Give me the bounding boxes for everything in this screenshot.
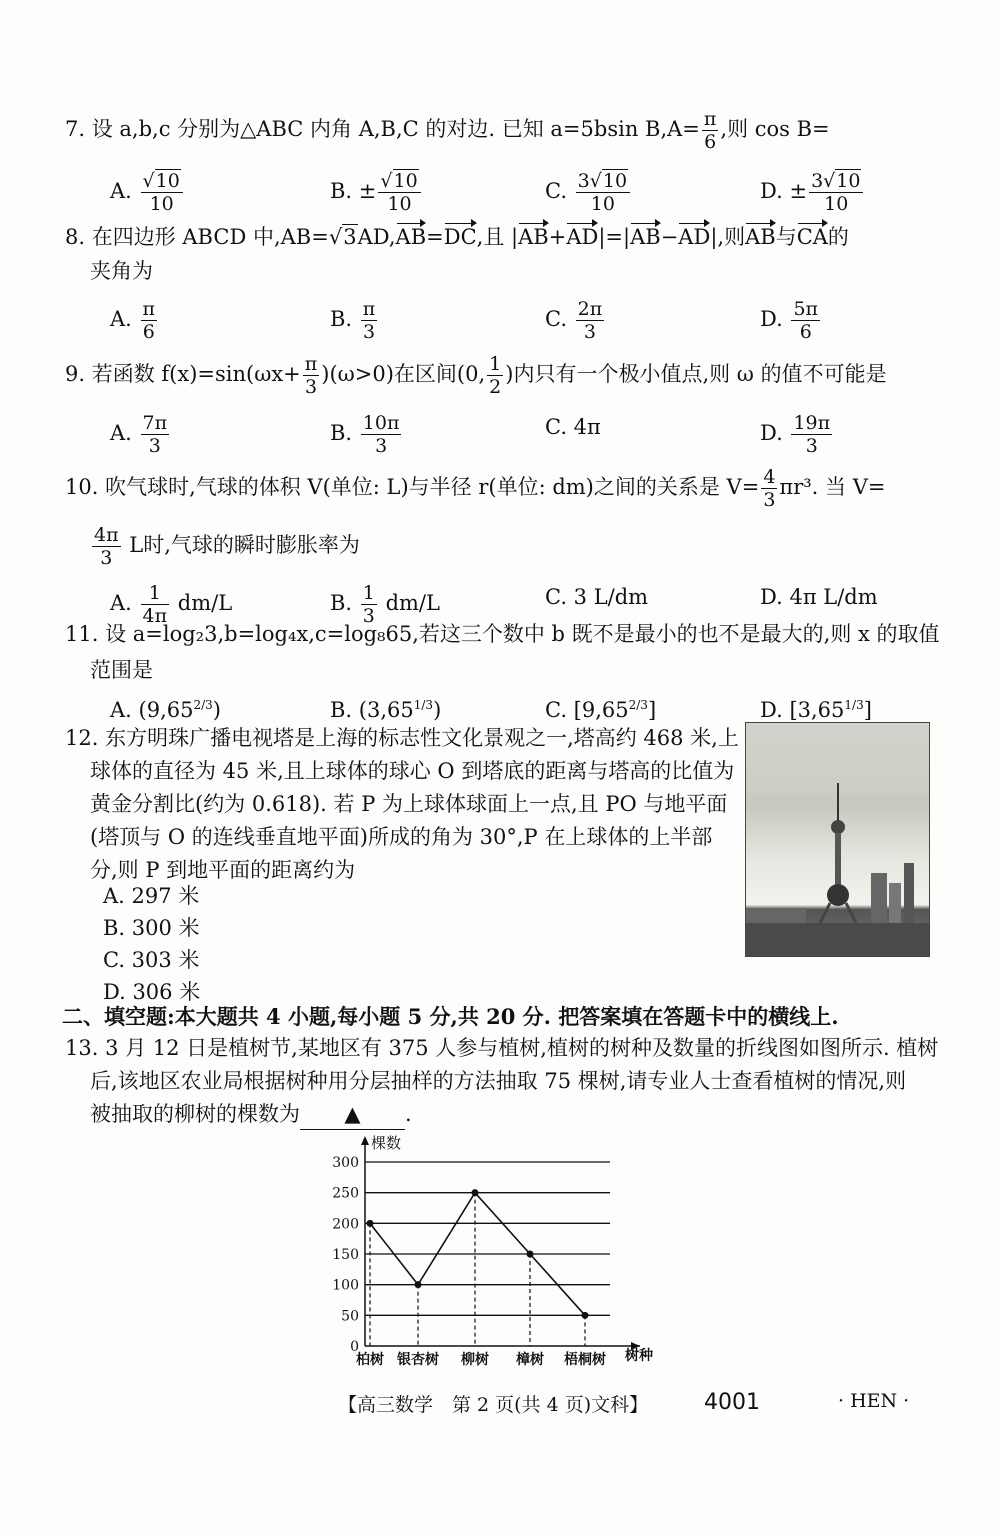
q7-stem-tail: ,则 cos B= (720, 117, 830, 141)
option-prefix: [9,65 (573, 698, 629, 722)
sqrt-value: 10 (602, 170, 628, 192)
data-point (367, 1220, 374, 1227)
y-tick-label: 200 (332, 1216, 359, 1233)
q8-text-5: |,则 (710, 225, 746, 249)
q9-text-1: 9. 若函数 f(x)=sin(ωx+ (65, 362, 301, 386)
option-label: A. (110, 179, 139, 203)
option-label: C. (545, 415, 574, 439)
answer-blank: ▲ (300, 1099, 405, 1130)
frac-num: 1 (141, 582, 170, 605)
q9-fraction-1 (303, 353, 320, 398)
option-b (330, 690, 441, 725)
q13-line: 被抽取的柳树的棵数为 ▲ . (90, 1099, 412, 1130)
chart-marks (367, 1189, 589, 1346)
option-label: B. (330, 179, 359, 203)
frac-den: 6 (704, 131, 717, 153)
option-c (545, 298, 606, 343)
q7-fraction (702, 108, 719, 153)
frac-den: 10 (149, 193, 174, 215)
vector-ab: AB (745, 222, 776, 252)
option-unit: dm/L (171, 591, 233, 615)
q9-text-2: )(ω>0)在区间(0, (321, 362, 486, 386)
frac-num: 1 (362, 582, 375, 604)
sqrt-value: 10 (836, 170, 861, 192)
option-prefix: (9,65 (138, 698, 194, 722)
x-axis-label: 树种 (625, 1348, 653, 1364)
q8-text-4: |=| (598, 225, 631, 249)
option-label: C. (545, 307, 574, 331)
plus: + (548, 225, 567, 249)
option-a (110, 298, 159, 343)
frac-den: 3 (763, 489, 776, 511)
q10-text-2: πr³. 当 V= (779, 475, 886, 499)
q12-option: C. 303 米 (103, 948, 200, 972)
vector-dc: DC (444, 222, 477, 252)
option-exponent: 2/3 (628, 698, 648, 712)
option-fraction (809, 170, 863, 215)
frac-den: 3 (363, 321, 376, 343)
frac-den: 10 (824, 193, 849, 215)
option-fraction (141, 170, 183, 215)
option-label: B. (330, 421, 359, 445)
option-b (330, 412, 403, 457)
option-c (545, 412, 601, 442)
y-tick-label: 150 (332, 1247, 359, 1263)
frac-num: 3√10 (809, 170, 863, 193)
section-title: 二、填空题:本大题共 4 小题,每小题 5 分,共 20 分. 把答案填在答题卡中的横线上. (62, 1004, 839, 1029)
frac-den: 3 (304, 376, 318, 398)
frac-den: 3 (148, 435, 161, 457)
option-unit: dm/L (378, 591, 440, 615)
chart-labels (332, 1134, 653, 1368)
option-b (330, 298, 379, 343)
option-label: A. (110, 591, 139, 615)
q8-text-7: 的 (827, 225, 849, 249)
x-tick-label: 柳树 (461, 1352, 489, 1368)
q9-stem (65, 353, 887, 398)
sqrt-value: 10 (393, 170, 418, 192)
q8-text-6: 与 (775, 225, 797, 249)
tree-count-line-chart (300, 1130, 680, 1370)
option-d (760, 298, 822, 343)
y-axis-label: 棵数 (371, 1134, 402, 1152)
option-prefix: (3,65 (358, 698, 414, 722)
frac-num: π (142, 298, 156, 320)
option-label: D. (760, 421, 790, 445)
option-fraction (791, 298, 820, 343)
q8-text-3: ,且 | (476, 225, 519, 249)
frac-den: 6 (142, 321, 155, 343)
frac-num: 7π (142, 412, 168, 434)
option-d (760, 690, 872, 725)
frac-num: √10 (378, 170, 420, 193)
option-prefix: ± (789, 179, 808, 203)
q13-end: . (405, 1102, 412, 1126)
sqrt-value: 10 (155, 170, 180, 192)
frac-den: 10 (387, 193, 412, 215)
option-fraction (791, 412, 832, 457)
option-b (330, 170, 423, 215)
option-label: A. (110, 421, 139, 445)
q12-line: 分,则 P 到地平面的距离约为 (90, 858, 356, 882)
option-fraction (576, 298, 605, 343)
frac-num: 10π (362, 412, 400, 434)
tower-illustration (746, 723, 929, 956)
oriental-pearl-tower-photo (745, 722, 930, 957)
q13-line: 后,该地区农业局根据树种用分层抽样的方法抽取 75 棵树,请专业人士查看植树的情况,则 (90, 1069, 907, 1093)
frac-num: π (304, 353, 318, 375)
option-fraction (141, 298, 158, 343)
option-d (760, 170, 865, 215)
chart-grid (365, 1162, 610, 1315)
footer-region: · HEN · (838, 1390, 910, 1412)
frac-num: 3√10 (576, 170, 630, 193)
vector-ca: CA (797, 222, 828, 252)
q9-text-3: )内只有一个极小值点,则 ω 的值不可能是 (505, 362, 887, 386)
option-exponent: 1/3 (844, 698, 864, 712)
q8-stem (65, 222, 849, 252)
vector-ad: AD (566, 222, 598, 252)
option-fraction (361, 412, 402, 457)
option-suffix: ] (863, 698, 872, 722)
option-a (110, 412, 171, 457)
option-exponent: 2/3 (193, 698, 213, 712)
chart-axes (361, 1136, 640, 1350)
frac-num: √10 (141, 170, 183, 193)
option-c (545, 170, 632, 215)
q9-fraction-2 (487, 353, 503, 398)
vector-ab: AB (630, 222, 661, 252)
q12-line: 球体的直径为 45 米,且上球体的球心 O 到塔底的距离与塔高的比值为 (90, 759, 735, 783)
q8-text-1: 8. 在四边形 ABCD 中,AB= (65, 225, 329, 249)
frac-num: π (703, 108, 717, 130)
option-label: C. (545, 698, 574, 722)
sqrt-symbol: √ (328, 225, 343, 249)
frac-den: 4π (142, 605, 168, 627)
q13-line: 13. 3 月 12 日是植树节,某地区有 375 人参与植树,植树的树种及数量的折线图如图所示. 植树 (65, 1036, 939, 1060)
q10-stem (65, 466, 885, 511)
option-text: 3 L/dm (573, 585, 649, 609)
q7-stem-text: 7. 设 a,b,c 分别为△ABC 内角 A,B,C 的对边. 已知 a=5bsin B,A= (65, 117, 700, 141)
q8-line2: 夹角为 (90, 259, 153, 283)
q12-option: A. 297 米 (103, 884, 200, 908)
q12-option: B. 300 米 (103, 916, 200, 940)
frac-den: 10 (590, 193, 615, 215)
frac-den: 3 (583, 321, 596, 343)
y-tick-label: 300 (332, 1155, 359, 1171)
vector-ab: AB (396, 222, 427, 252)
data-point (582, 1312, 589, 1319)
option-exponent: 1/3 (413, 698, 434, 712)
frac-den: 3 (362, 605, 375, 627)
option-label: D. (760, 585, 790, 609)
frac-num: 1 (489, 353, 502, 375)
q12-line: 黄金分割比(约为 0.618). 若 P 为上球体球面上一点,且 PO 与地平面 (90, 792, 728, 816)
q7-stem (65, 108, 830, 153)
option-label: D. (760, 307, 790, 331)
option-label: B. (330, 307, 359, 331)
q10-fraction-2 (92, 524, 121, 569)
data-point (527, 1251, 534, 1258)
frac-num: 2π (577, 298, 603, 320)
q10-text-1: 10. 吹气球时,气球的体积 V(单位: L)与半径 r(单位: dm)之间的关系是 V= (65, 475, 760, 499)
option-suffix: ] (647, 698, 657, 722)
data-point (472, 1189, 479, 1196)
option-a (110, 170, 185, 215)
frac-num: 4 (763, 466, 776, 488)
frac-den: 3 (805, 435, 818, 457)
option-c (545, 690, 656, 725)
q10-line2 (90, 524, 360, 569)
footer-code: 4001 (704, 1390, 760, 1415)
y-axis-arrow (361, 1136, 369, 1145)
frac-num: 4π (94, 524, 119, 546)
option-label: A. (110, 307, 139, 331)
y-tick-label: 100 (332, 1277, 359, 1294)
option-d (760, 412, 834, 457)
vector-ab: AB (518, 222, 549, 252)
option-fraction (141, 412, 170, 457)
option-text: 4π (573, 415, 601, 439)
option-suffix: ) (433, 698, 442, 722)
option-d (760, 582, 878, 612)
y-tick-label: 250 (332, 1185, 359, 1202)
frac-num: 5π (793, 298, 819, 320)
q8-text-2: AD, (357, 225, 396, 249)
y-tick-label: 0 (350, 1339, 359, 1355)
x-tick-label: 柏树 (356, 1352, 384, 1368)
option-c (545, 582, 648, 612)
option-fraction (378, 170, 420, 215)
q10-text-3: L时,气球的瞬时膨胀率为 (122, 533, 360, 557)
option-a (110, 690, 221, 725)
equals: = (426, 225, 444, 249)
vector-ad: AD (678, 222, 710, 252)
data-point (415, 1281, 422, 1288)
option-fraction (576, 170, 630, 215)
q12-option: D. 306 米 (103, 980, 201, 1004)
option-prefix: [3,65 (789, 698, 845, 722)
frac-den: 3 (100, 547, 113, 569)
option-prefix: ± (358, 179, 377, 203)
frac-num: 19π (793, 412, 831, 434)
option-label: D. (760, 698, 790, 722)
footer-page-info: 【高三数学 第 2 页(共 4 页)文科】 (338, 1394, 649, 1416)
sqrt-value: 3 (343, 225, 357, 249)
frac-den: 3 (375, 435, 388, 457)
y-tick-label: 50 (341, 1308, 359, 1325)
option-label: C. (545, 179, 574, 203)
option-label: C. (545, 585, 574, 609)
frac-num: π (362, 298, 376, 320)
option-fraction (361, 298, 378, 343)
x-tick-label: 梧桐树 (564, 1352, 606, 1368)
option-label: A. (110, 698, 139, 722)
option-text: 4π L/dm (789, 585, 878, 609)
q10-fraction-1 (761, 466, 777, 511)
q12-line: 12. 东方明珠广播电视塔是上海的标志性文化景观之一,塔高约 468 米,上 (65, 726, 739, 750)
option-label: B. (330, 698, 359, 722)
option-suffix: ) (212, 698, 221, 722)
q11-line2: 范围是 (90, 658, 153, 682)
q11-line1: 11. 设 a=log₂3,b=log₄x,c=log₈65,若这三个数中 b 既不是最小的也不是最大的,则 x 的取值 (65, 622, 940, 646)
minus: − (660, 225, 679, 249)
option-label: D. (760, 179, 790, 203)
option-label: B. (330, 591, 359, 615)
q12-line: (塔顶与 O 的连线垂直地平面)所成的角为 30°,P 在上球体的上半部 (90, 825, 713, 849)
x-tick-label: 银杏树 (397, 1352, 439, 1368)
x-tick-label: 樟树 (516, 1352, 544, 1368)
frac-den: 2 (489, 376, 502, 398)
frac-den: 6 (799, 321, 812, 343)
